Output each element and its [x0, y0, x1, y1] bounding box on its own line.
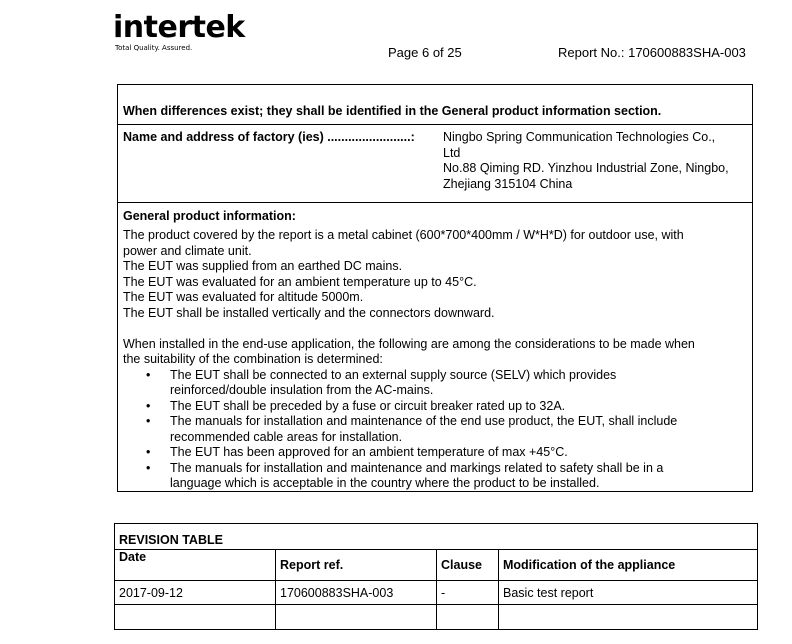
- logo-tagline: Total Quality. Assured.: [115, 44, 193, 52]
- table-cell: Basic test report: [503, 586, 594, 600]
- factory-address: [443, 130, 748, 192]
- grid-line: [498, 549, 499, 629]
- general-info-section: [118, 202, 752, 491]
- bullet-line: The EUT has been approved for an ambient temperature of max +45°C.: [170, 445, 568, 459]
- differences-note: When differences exist; they shall be identified in the General product information section.: [123, 104, 662, 118]
- intertek-logo: [113, 12, 245, 53]
- bullet-icon: •: [146, 460, 151, 475]
- factory-row: [118, 124, 752, 203]
- considerations-line: When installed in the end-use application, the following are among the considerations to be made when: [123, 336, 695, 351]
- list-item: [146, 398, 743, 415]
- report-number: Report No.: 170600883SHA-003: [558, 45, 746, 60]
- list-item: [146, 445, 743, 461]
- column-header-date: Date: [119, 550, 147, 564]
- factory-label: Name and address of factory (ies) ........................:: [123, 130, 415, 144]
- bullet-line: reinforced/double insulation from the AC-mains.: [170, 383, 434, 397]
- bullet-icon: •: [146, 445, 151, 459]
- product-info-box: [117, 84, 753, 492]
- grid-line: [275, 549, 276, 629]
- factory-line: No.88 Qiming RD. Yinzhou Industrial Zone, Ningbo,: [443, 161, 729, 175]
- revision-table: [114, 523, 758, 630]
- list-item: [146, 367, 743, 399]
- general-line: The EUT was supplied from an earthed DC mains.: [123, 259, 403, 273]
- table-cell: 2017-09-12: [119, 586, 183, 600]
- table-cell: 170600883SHA-003: [280, 586, 394, 600]
- factory-line: Ltd: [443, 145, 461, 160]
- logo-wordmark: intertek: [113, 10, 245, 45]
- bullet-line: The EUT shall be connected to an external supply source (SELV) which provides: [170, 367, 617, 382]
- general-info-body: [123, 228, 743, 492]
- page-number: Page 6 of 25: [388, 45, 462, 60]
- considerations-line: the suitability of the combination is determined:: [123, 352, 383, 366]
- general-line: The EUT was evaluated for altitude 5000m.: [123, 290, 364, 304]
- revision-table-title: REVISION TABLE: [119, 533, 223, 547]
- bullet-line: The EUT shall be preceded by a fuse or circuit breaker rated up to 32A.: [170, 398, 566, 413]
- bullet-line: The manuals for installation and maintenance of the end use product, the EUT, shall include: [170, 414, 678, 428]
- general-line: power and climate unit.: [123, 243, 252, 258]
- bullet-line: The manuals for installation and maintenance and markings related to safety shall be in a: [170, 460, 664, 475]
- general-line: The EUT shall be installed vertically and the connectors downward.: [123, 305, 495, 320]
- general-line: The EUT was evaluated for an ambient temperature up to 45°C.: [123, 274, 477, 289]
- list-item: [146, 414, 743, 445]
- bullet-icon: •: [146, 414, 151, 428]
- considerations-list: [123, 368, 743, 492]
- revision-table-grid: [115, 549, 757, 629]
- factory-line: Zhejiang 315104 China: [443, 176, 573, 191]
- bullet-icon: •: [146, 367, 151, 382]
- bullet-line: recommended cable areas for installation.: [170, 429, 403, 444]
- general-info-title: General product information:: [123, 209, 296, 223]
- bullet-line: language which is acceptable in the country where the product to be installed.: [170, 476, 600, 490]
- list-item: [146, 460, 743, 492]
- factory-line: Ningbo Spring Communication Technologies Co.,: [443, 130, 716, 144]
- table-cell: -: [441, 586, 446, 600]
- column-header-modification: Modification of the appliance: [503, 558, 676, 572]
- bullet-icon: •: [146, 398, 151, 413]
- column-header-report-ref: Report ref.: [280, 558, 344, 572]
- grid-line: [436, 549, 437, 629]
- general-line: The product covered by the report is a metal cabinet (600*700*400mm / W*H*D) for outdoor use, with: [123, 228, 684, 242]
- column-header-clause: Clause: [441, 558, 482, 572]
